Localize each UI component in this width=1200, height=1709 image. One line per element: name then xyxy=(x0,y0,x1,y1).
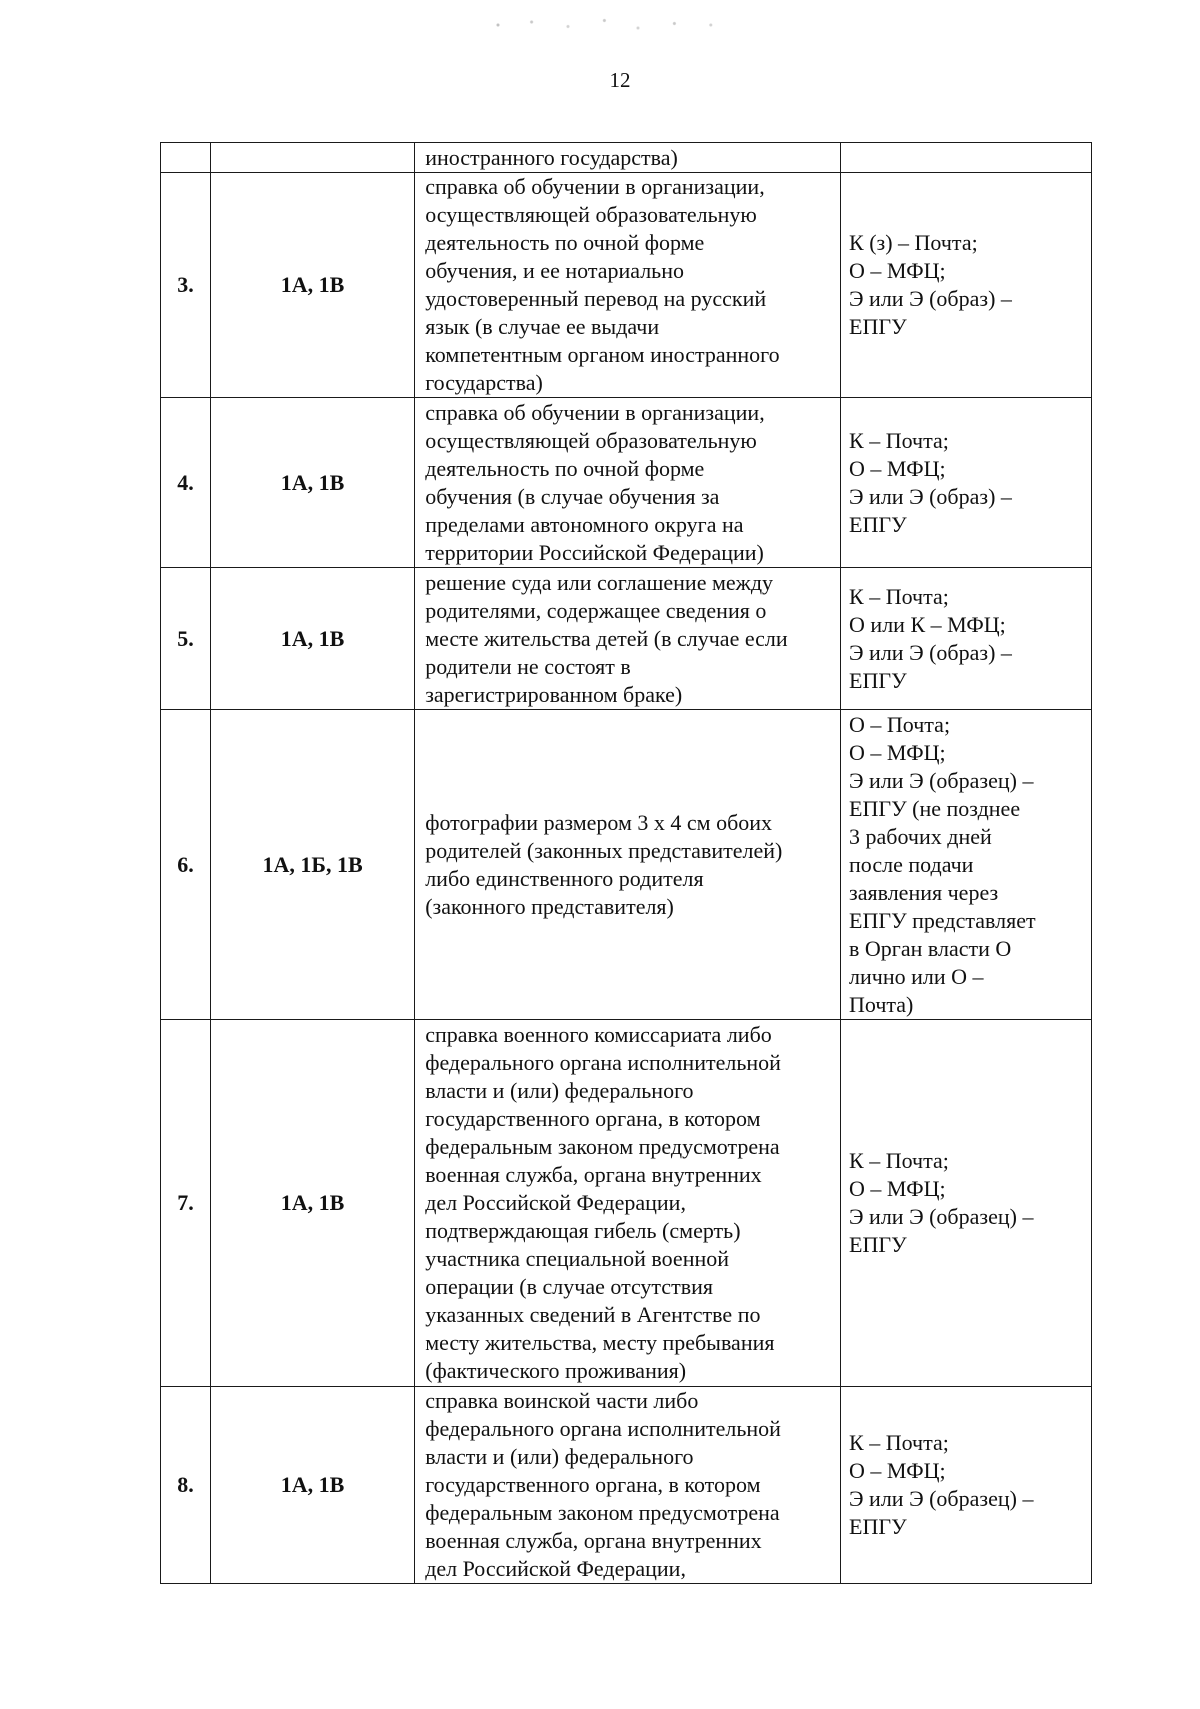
table-row xyxy=(161,398,1092,568)
row-document: решение суда или соглашение между родителями, содержащее сведения о месте жительства детей (в случае если родители не состоят в зарегистрированном браке) xyxy=(415,568,841,710)
row-number: 5. xyxy=(161,568,211,710)
row-number: 6. xyxy=(161,710,211,1020)
row-submission: К – Почта; О – МФЦ; Э или Э (образ) – ЕПГУ xyxy=(841,398,1092,568)
row-categories: 1А, 1Б, 1В xyxy=(210,710,414,1020)
row-submission: К – Почта; О или К – МФЦ; Э или Э (образ) – ЕПГУ xyxy=(841,568,1092,710)
page-number: 12 xyxy=(609,68,631,92)
row-document: справка об обучении в организации, осуществляющей образовательную деятельность по очной форме обучения, и ее нотариально удостоверенный перевод на русский язык (в случае ее выдачи компетентным органом иностранного государства) xyxy=(415,173,841,398)
row-document: справка военного комиссариата либо федерального органа исполнительной власти и (или) федерального государственного органа, в котором федеральным законом предусмотрена военная служба, органа внутренних дел Российской Федерации, подтверждающая гибель (смерть) участника специальной военной операции (в случае отсутствия указанных сведений в Агентстве по месту жительства, месту пребывания (фактического проживания) xyxy=(415,1020,841,1387)
table-row xyxy=(161,173,1092,398)
row-submission: К – Почта; О – МФЦ; Э или Э (образец) – ЕПГУ xyxy=(841,1020,1092,1387)
row-number: 4. xyxy=(161,398,211,568)
row-document: фотографии размером 3 х 4 см обоих родителей (законных представителей) либо единственного родителя (законного представителя) xyxy=(415,710,841,1020)
row-submission: О – Почта; О – МФЦ; Э или Э (образец) – ЕПГУ (не позднее 3 рабочих дней после подачи заявления через ЕПГУ представляет в Орган власти О лично или О – Почта) xyxy=(841,710,1092,1020)
table-row xyxy=(161,143,1092,173)
row-categories: 1А, 1В xyxy=(210,1387,414,1584)
row-categories xyxy=(210,143,414,173)
row-document: справка воинской части либо федерального органа исполнительной власти и (или) федерального государственного органа, в котором федеральным законом предусмотрена военная служба, органа внутренних дел Российской Федерации, xyxy=(415,1387,841,1584)
table-row xyxy=(161,1020,1092,1387)
row-categories: 1А, 1В xyxy=(210,568,414,710)
row-number: 8. xyxy=(161,1387,211,1584)
table-row xyxy=(161,1387,1092,1584)
documents-table xyxy=(160,142,1092,1584)
row-number xyxy=(161,143,211,173)
row-submission: К – Почта; О – МФЦ; Э или Э (образец) – ЕПГУ xyxy=(841,1387,1092,1584)
row-document: справка об обучении в организации, осуществляющей образовательную деятельность по очной форме обучения (в случае обучения за пределами автономного округа на территории Российской Федерации) xyxy=(415,398,841,568)
row-categories: 1А, 1В xyxy=(210,398,414,568)
table-row xyxy=(161,568,1092,710)
row-number: 7. xyxy=(161,1020,211,1387)
row-number: 3. xyxy=(161,173,211,398)
scan-noise xyxy=(470,10,750,40)
row-categories: 1А, 1В xyxy=(210,173,414,398)
row-document: иностранного государства) xyxy=(415,143,841,173)
row-submission xyxy=(841,143,1092,173)
table-row xyxy=(161,710,1092,1020)
row-categories: 1А, 1В xyxy=(210,1020,414,1387)
row-submission: К (з) – Почта; О – МФЦ; Э или Э (образ) – ЕПГУ xyxy=(841,173,1092,398)
